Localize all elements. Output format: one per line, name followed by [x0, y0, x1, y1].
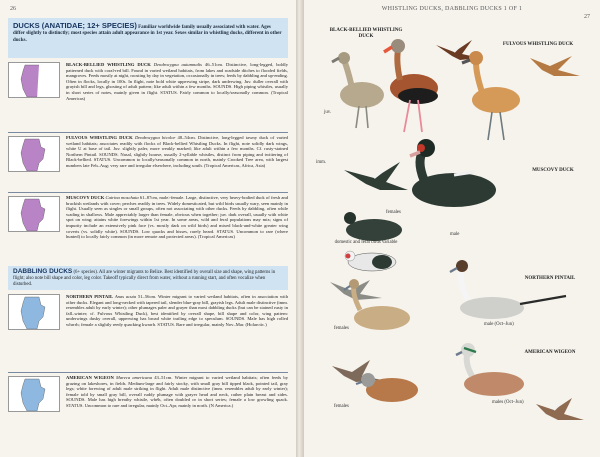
- scientific-name: Dendrocygna bicolor: [134, 135, 176, 140]
- scientific-name: Dendrocygna autumnalis: [153, 62, 202, 67]
- species-account: [8, 132, 288, 169]
- fulvous-whistling-duck-illustration: [462, 51, 520, 140]
- account-text: [66, 62, 288, 101]
- species-description: 43–51cm. Winter migrant to varied wetland habitats; often feeds by grazing on lakeshores, in fields. Medium-large and fairly stocky, with small gray bill tipped black, pointed tail, gray legs; white forewing of adult male striking in flight. Adult male distinctive (imm. resembles adult by early winter); female told by small gray bill, overall ruddy plumage with grayer head and neck, rather plain breast and sides. SOUNDS. Male has high breathy whistle, whéh, often doubled or in short series; female a low growling quack. STATUS. Uncommon to rare and irregular, mainly Oct–Apr, mainly in north. (N America.): [66, 375, 289, 408]
- species-name: AMERICAN WIGEON: [66, 375, 114, 380]
- divider: [8, 192, 288, 193]
- species-name: BLACK-BELLIED WHISTLING DUCK: [66, 62, 151, 67]
- range-map: [8, 62, 60, 98]
- range-map-column: [8, 196, 60, 236]
- right-page-number: 27: [584, 14, 590, 20]
- label-domestic: domestic and feral birds variable: [334, 240, 398, 245]
- label-females-muscovy: females: [386, 210, 401, 215]
- divider: [8, 372, 288, 373]
- black-bellied-whistling-duck-adult-illustration: [384, 39, 438, 132]
- account-text: [66, 135, 288, 169]
- range-map: [8, 376, 60, 412]
- label-females-wigeon: females: [334, 404, 349, 409]
- account-text: [66, 294, 288, 328]
- book-gutter: [296, 0, 304, 457]
- species-description: 61–87cm, male>female. Large, distinctive, very heavy-bodied duck of fresh and brackish wetlands with cover; perches readily in trees. Widely domesticated, but wild birds usually wary, seen mainly in flight. Usually seen as singles or small groups, often not associating with other ducks. Feeds by dabbling, often while wading in shallows. Male appreciably larger than female, obvious when together; juv. dark overall, usually with white spot on wing; attains white forewings within 1st year. In some areas, wild and feral populations may mix; signs of impurity include an extensively pink face (vs. mostly dark on wild birds) and mixed black-and-white greater wing coverts (vs. solidly white). SOUNDS. Low quacks and hisses, rarely heard. STATUS. Uncommon to rare (where hunted) to locally fairly common (in more remote and protected areas). (Tropical Americas): [66, 195, 288, 240]
- species-account: [8, 372, 288, 409]
- label-male-muscovy: male: [450, 232, 460, 237]
- family-title: DUCKS (ANATIDAE; 12+ SPECIES): [13, 21, 137, 30]
- label-fulvous: FULVOUS WHISTLING DUCK: [502, 42, 574, 47]
- range-map-column: [8, 294, 60, 334]
- scientific-name: Cairina moschata: [105, 195, 139, 200]
- label-black-bellied: BLACK-BELLIED WHISTLING DUCK: [329, 28, 403, 39]
- northern-pintail-female-illustration: [344, 279, 410, 330]
- label-pintail: NORTHERN PINTAIL: [524, 276, 576, 281]
- species-description: 46–51cm. Distinctive, long-legged, boldly patterned duck with coral-red bill. Found in varied wetland habitats, from lakes and roadside ditches to flooded fields, mangroves. Feeds mostly at night, roosting by day in vegetation, occasionally in trees; feeds by dabbling and up-ending. Often in flocks, locally in 100s. In flight, note bold white upperwing stripe, dark underwing. Juv. duller overall with grayish bill and legs, ghosting of adult pattern; like adult within a few months. SOUNDS. High piping whistles, usually in short series of notes, mainly given in flight. STATUS. Fairly common to locally/seasonally common. (Tropical Americas): [66, 62, 289, 101]
- dabbling-title: DABBLING DUCKS: [13, 268, 73, 275]
- label-muscovy: MUSCOVY DUCK: [532, 168, 574, 173]
- label-juv: juv.: [324, 110, 332, 115]
- american-wigeon-female-illustration: [356, 373, 418, 402]
- dabbling-ducks-box: [8, 266, 288, 290]
- range-map-column: [8, 62, 60, 102]
- flying-fulvous-illustration: [530, 56, 580, 76]
- species-name: FULVOUS WHISTLING DUCK: [66, 135, 133, 140]
- left-page: [0, 0, 296, 457]
- label-wigeon: AMERICAN WIGEON: [524, 350, 576, 355]
- scientific-name: Anas acuta: [114, 294, 137, 299]
- muscovy-duck-flying-illustration: [344, 162, 408, 190]
- divider: [8, 132, 288, 133]
- muscovy-duck-female-illustration: [344, 212, 402, 241]
- species-description: 51–56cm. Winter migrant to varied wetland habitats, often in association with other ducks. Elegant and long-necked with tapered tail, slender blue-gray bill, grayish legs. Adult male distinctive (imm. resembles adult by early winter); other plumages paler and grayer than most dabbling ducks (but can be stained rusty in fall–winter; cf. Fulvous Whistling Duck), best identified by overall shape, bill shape and color, wing pattern: underwings dusky overall, upperwing has broad white trailing edge to speculum. SOUNDS. Male has high rolled whrrrh; female a slightly reedy quacking kwarrh. STATUS. Rare and irregular, mainly Nov–Mar. (Holarctic.): [66, 294, 288, 327]
- northern-pintail-male-illustration: [450, 260, 566, 319]
- left-page-number: 26: [10, 6, 16, 12]
- range-map: [8, 294, 60, 330]
- domestic-muscovy-illustration: [345, 251, 396, 271]
- species-description: 48–54cm. Distinctive, long-legged tawny duck of varied wetland habitats; associates readily with flocks of Black-bellied Whistling Ducks. In flight, note solidly dark wings, white U at base of tail. Juv. slightly paler, more weakly marked; like adult within a few months. Cf. rusty-stained Northern Pintail. SOUNDS. Nasal, slightly hoarse, usually 2-syllable whistles, distinct from piping and twittering of Black-bellied. STATUS. Uncommon to locally/seasonally common in north, mainly Crooked Tree area, with largest numbers late Feb–Aug; very rare and irregular elsewhere, including south. (Tropical Americas, Africa, Asia): [66, 135, 288, 168]
- species-account: [8, 62, 288, 101]
- american-wigeon-flying-male-illustration: [536, 398, 584, 420]
- account-text: [66, 195, 288, 240]
- label-males-wigeon: males (Oct–Jun): [492, 400, 524, 405]
- species-account: [8, 192, 288, 240]
- right-page: [304, 0, 600, 457]
- scientific-name: Mareca americana: [116, 375, 153, 380]
- label-male-pintail: male (Oct–Jun): [484, 322, 514, 327]
- running-head: WHISTLING DUCKS, DABBLING DUCKS 1 OF 1: [381, 6, 523, 12]
- range-map: [8, 196, 60, 232]
- species-account: [8, 294, 288, 328]
- account-text: [66, 375, 288, 409]
- duck-illustrations: [304, 0, 600, 457]
- muscovy-duck-male-illustration: [410, 139, 496, 207]
- range-map-column: [8, 136, 60, 176]
- species-name: NORTHERN PINTAIL: [66, 294, 114, 299]
- label-females-pintail: females: [334, 326, 349, 331]
- label-imm: imm.: [316, 160, 326, 165]
- range-map-column: [8, 376, 60, 416]
- range-map: [8, 136, 60, 172]
- family-description: Familiar worldwide family usually associated with water. Ages differ slightly to distinctly; most species attain adult appearance in 1st year. Sexes similar in whistling ducks, different in other ducks.: [13, 25, 282, 43]
- dabbling-description: (6+ species). All are winter migrants to Belize. Best identified by overall size and shape, wing patterns in flight; also note bill shape and color, leg color. Takeoff typically direct from water, without a running start, and often vocalize when disturbed.: [13, 270, 276, 288]
- family-intro-box: [8, 18, 288, 58]
- black-bellied-whistling-duck-juv-illustration: [332, 52, 384, 128]
- species-name: MUSCOVY DUCK: [66, 195, 105, 200]
